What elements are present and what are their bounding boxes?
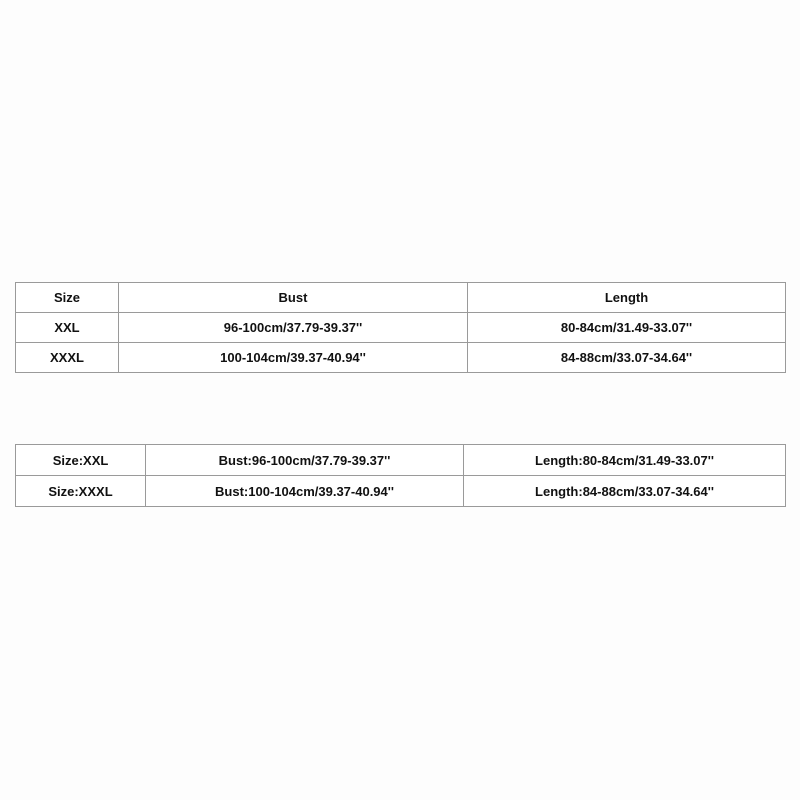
- cell-bust: 96-100cm/37.79-39.37'': [119, 313, 468, 343]
- cell-bust: 100-104cm/39.37-40.94'': [119, 343, 468, 373]
- cell-length: Length:80-84cm/31.49-33.07'': [464, 445, 786, 476]
- header-size: Size: [16, 283, 119, 313]
- table-row: [16, 476, 786, 507]
- cell-length: 84-88cm/33.07-34.64'': [468, 343, 786, 373]
- size-chart-table: [15, 282, 786, 373]
- header-length: Length: [468, 283, 786, 313]
- cell-size: XXL: [16, 313, 119, 343]
- cell-bust: Bust:100-104cm/39.37-40.94'': [146, 476, 464, 507]
- cell-length: 80-84cm/31.49-33.07'': [468, 313, 786, 343]
- table-header-row: [16, 283, 786, 313]
- table-row: [16, 313, 786, 343]
- table-row: [16, 343, 786, 373]
- cell-bust: Bust:96-100cm/37.79-39.37'': [146, 445, 464, 476]
- size-list-table: [15, 444, 786, 507]
- cell-size: XXXL: [16, 343, 119, 373]
- cell-size: Size:XXL: [16, 445, 146, 476]
- table-row: [16, 445, 786, 476]
- cell-size: Size:XXXL: [16, 476, 146, 507]
- cell-length: Length:84-88cm/33.07-34.64'': [464, 476, 786, 507]
- header-bust: Bust: [119, 283, 468, 313]
